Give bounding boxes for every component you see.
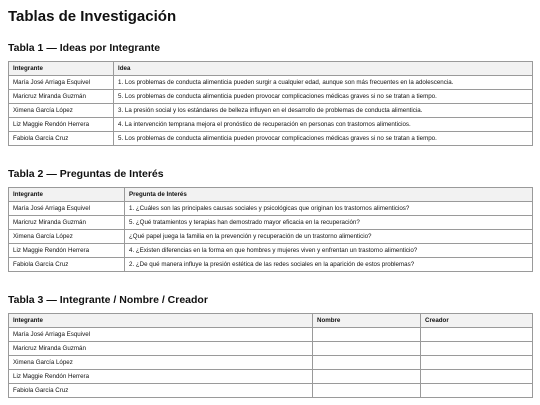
cell-pregunta: 2. ¿De qué manera influye la presión estética de las redes sociales en la aparición de estos problemas? bbox=[125, 258, 533, 272]
cell-creador bbox=[421, 342, 533, 356]
table2-title: Tabla 2 — Preguntas de Interés bbox=[8, 168, 164, 180]
table-row bbox=[9, 328, 533, 342]
table-row bbox=[9, 202, 533, 216]
column-header-creador: Creador bbox=[421, 314, 533, 328]
cell-nombre bbox=[313, 370, 421, 384]
column-header-pregunta: Pregunta de Interés bbox=[125, 188, 533, 202]
cell-creador bbox=[421, 370, 533, 384]
cell-nombre bbox=[313, 356, 421, 370]
table-row bbox=[9, 104, 533, 118]
cell-integrante: Ximena García López bbox=[9, 356, 313, 370]
table-row bbox=[9, 132, 533, 146]
cell-integrante: Ximena García López bbox=[9, 230, 125, 244]
page-title: Tablas de Investigación bbox=[8, 8, 177, 25]
cell-pregunta: 1. ¿Cuáles son las principales causas sociales y psicológicas que originan los trastornos alimenticios? bbox=[125, 202, 533, 216]
table-header-row bbox=[9, 314, 533, 328]
table-row bbox=[9, 370, 533, 384]
cell-idea: 4. La intervención temprana mejora el pronóstico de recuperación en personas con trastornos alimenticios. bbox=[114, 118, 533, 132]
cell-integrante: Fabiola García Cruz bbox=[9, 258, 125, 272]
cell-nombre bbox=[313, 342, 421, 356]
table1-title: Tabla 1 — Ideas por Integrante bbox=[8, 42, 161, 54]
table-row bbox=[9, 342, 533, 356]
column-header-integrante: Integrante bbox=[9, 188, 125, 202]
column-header-integrante: Integrante bbox=[9, 314, 313, 328]
cell-integrante: María José Arriaga Esquivel bbox=[9, 202, 125, 216]
table-row bbox=[9, 244, 533, 258]
column-header-integrante: Integrante bbox=[9, 62, 114, 76]
cell-pregunta: ¿Qué papel juega la familia en la prevención y recuperación de un trastorno alimenticio? bbox=[125, 230, 533, 244]
cell-integrante: Fabiola García Cruz bbox=[9, 132, 114, 146]
cell-integrante: Fabiola García Cruz bbox=[9, 384, 313, 398]
cell-idea: 3. La presión social y los estándares de belleza influyen en el desarrollo de problemas de conducta alimenticia. bbox=[114, 104, 533, 118]
cell-creador bbox=[421, 328, 533, 342]
table-row bbox=[9, 76, 533, 90]
table-row bbox=[9, 90, 533, 104]
cell-nombre bbox=[313, 328, 421, 342]
cell-integrante: María José Arriaga Esquivel bbox=[9, 76, 114, 90]
table-header-row bbox=[9, 62, 533, 76]
cell-idea: 1. Los problemas de conducta alimenticia pueden surgir a cualquier edad, aunque son más frecuentes en la adolescencia. bbox=[114, 76, 533, 90]
cell-integrante: María José Arriaga Esquivel bbox=[9, 328, 313, 342]
table-row bbox=[9, 118, 533, 132]
cell-integrante: Liz Maggie Rendón Herrera bbox=[9, 118, 114, 132]
ideas-table bbox=[8, 61, 533, 146]
cell-integrante: Maricruz Miranda Guzmán bbox=[9, 90, 114, 104]
cell-idea: 5. Los problemas de conducta alimenticia pueden provocar complicaciones médicas graves si no se tratan a tiempo. bbox=[114, 90, 533, 104]
column-header-idea: Idea bbox=[114, 62, 533, 76]
cell-integrante: Ximena García López bbox=[9, 104, 114, 118]
cell-integrante: Liz Maggie Rendón Herrera bbox=[9, 244, 125, 258]
table-row bbox=[9, 384, 533, 398]
cell-idea: 5. Los problemas de conducta alimenticia pueden provocar complicaciones médicas graves si no se tratan a tiempo. bbox=[114, 132, 533, 146]
cell-pregunta: 4. ¿Existen diferencias en la forma en que hombres y mujeres viven y enfrentan un trastorno alimenticio? bbox=[125, 244, 533, 258]
cell-integrante: Maricruz Miranda Guzmán bbox=[9, 342, 313, 356]
table-header-row bbox=[9, 188, 533, 202]
cell-creador bbox=[421, 356, 533, 370]
cell-pregunta: 5. ¿Qué tratamientos y terapias han demostrado mayor eficacia en la recuperación? bbox=[125, 216, 533, 230]
creators-table bbox=[8, 313, 533, 398]
cell-integrante: Maricruz Miranda Guzmán bbox=[9, 216, 125, 230]
table-row bbox=[9, 230, 533, 244]
cell-nombre bbox=[313, 384, 421, 398]
cell-integrante: Liz Maggie Rendón Herrera bbox=[9, 370, 313, 384]
questions-table bbox=[8, 187, 533, 272]
table-row bbox=[9, 258, 533, 272]
table-row bbox=[9, 216, 533, 230]
table-row bbox=[9, 356, 533, 370]
table3-title: Tabla 3 — Integrante / Nombre / Creador bbox=[8, 294, 208, 306]
column-header-nombre: Nombre bbox=[313, 314, 421, 328]
cell-creador bbox=[421, 384, 533, 398]
